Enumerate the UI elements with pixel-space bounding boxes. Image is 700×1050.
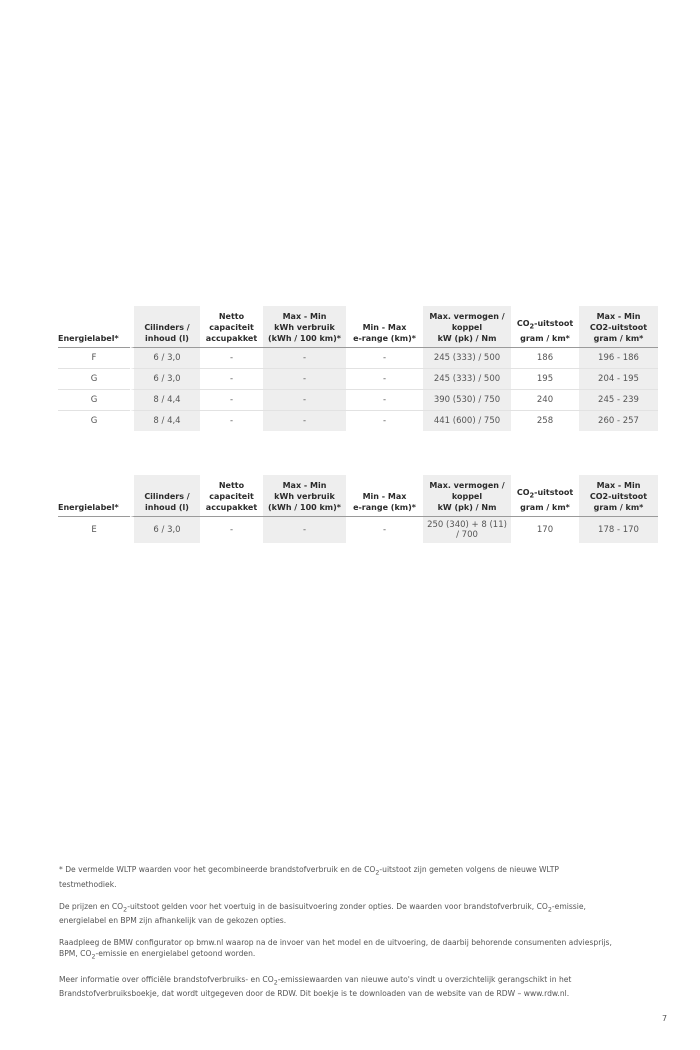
header-co2-range: Max - Min CO2-uitstoot gram / km* (579, 306, 658, 348)
footnote-prijzen: De prijzen en $CO_2$-uitstoot gelden voor het voertuig in de basisuitvoering zonder opties. De waarden voor brandstofverbruik, $CO_2$-emissie, energielabel en BPM zijn afhankelijk van de gekozen opties. (59, 901, 586, 926)
table-header-row (58, 475, 658, 517)
cell-co2-range: 245 - 239 (579, 390, 658, 411)
cell-co2: 240 (511, 390, 579, 411)
cell-verbruik: - (263, 348, 346, 369)
cell-vermogen: 390 (530) / 750 (423, 390, 511, 411)
header-energielabel: Energielabel* (58, 306, 130, 348)
cell-verbruik: - (263, 369, 346, 390)
table-row (58, 369, 658, 390)
cell-vermogen: 441 (600) / 750 (423, 411, 511, 431)
header-co2: $CO_2$-uitstoot gram / km* (511, 306, 579, 348)
header-verbruik: Max - Min kWh verbruik (kWh / 100 km)* (263, 306, 346, 348)
cell-verbruik: - (263, 411, 346, 431)
spec-table-1 (58, 306, 658, 431)
cell-co2: 195 (511, 369, 579, 390)
header-co2-range: Max - Min CO2-uitstoot gram / km* (579, 475, 658, 517)
cell-erange: - (382, 416, 387, 426)
cell-co2-range: 196 - 186 (579, 348, 658, 369)
table-row (58, 348, 658, 369)
cell-co2: 170 (536, 525, 554, 535)
header-erange: Min - Max e-range (km)* (346, 306, 423, 348)
cell-netto: - (200, 369, 263, 390)
cell-netto: - (200, 348, 263, 369)
footnote-rdw: Meer informatie over officiële brandstofverbruiks- en $CO_2$-emissiewaarden van nieuwe auto's vindt u overzichtelijk gerangschikt in het Brandstofverbruiksboekje, dat wordt uitgegeven door de RDW. Dit boekje is te downloaden van de website van de RDW – www.rdw.nl. (59, 974, 572, 999)
footnote-wltp: * De vermelde WLTP waarden voor het gecombineerde brandstofverbruik en de $CO_2$-uitstoot zijn gemeten volgens de nieuwe WLTP testmethodiek. (59, 865, 559, 889)
cell-co2-range: 260 - 257 (579, 411, 658, 431)
table-row (58, 390, 658, 411)
cell-netto: - (229, 525, 234, 535)
table-header-row (58, 306, 658, 348)
header-cilinders: Cilinders / inhoud (l) (130, 306, 200, 348)
header-energielabel: Energielabel* (58, 475, 130, 517)
cell-verbruik: - (263, 390, 346, 411)
cell-cilinders: 6 / 3,0 (130, 517, 200, 543)
header-erange: Min - Max e-range (km)* (346, 475, 423, 517)
header-vermogen: Max. vermogen / koppel kW (pk) / Nm (423, 475, 511, 517)
cell-erange: - (346, 348, 423, 369)
header-netto: Netto capaciteit accupakket (200, 306, 263, 348)
header-cilinders: Cilinders / inhoud (l) (130, 475, 200, 517)
header-co2: $CO_2$-uitstoot gram / km* (511, 475, 579, 517)
cell-netto: - (229, 416, 234, 426)
page-number: 7 (662, 1014, 668, 1023)
cell-cilinders: 6 / 3,0 (130, 369, 200, 390)
header-netto: Netto capaciteit accupakket (200, 475, 263, 517)
cell-co2: 186 (511, 348, 579, 369)
cell-cilinders: 8 / 4,4 (130, 390, 200, 411)
cell-netto: - (200, 390, 263, 411)
cell-energielabel: F (58, 348, 130, 369)
cell-erange: - (382, 525, 387, 535)
cell-erange: - (346, 390, 423, 411)
cell-co2-range: 178 - 170 (579, 517, 658, 543)
header-verbruik: Max - Min kWh verbruik (kWh / 100 km)* (263, 475, 346, 517)
cell-cilinders: 6 / 3,0 (130, 348, 200, 369)
footnotes (59, 864, 659, 1010)
table-row (58, 517, 658, 543)
cell-energielabel: G (58, 369, 130, 390)
cell-vermogen: 250 (340) + 8 (11) / 700 (423, 517, 511, 543)
cell-vermogen: 245 (333) / 500 (423, 348, 511, 369)
cell-verbruik: - (263, 517, 346, 543)
cell-co2-range: 204 - 195 (579, 369, 658, 390)
cell-cilinders: 8 / 4,4 (130, 411, 200, 431)
spec-table-2 (58, 475, 658, 543)
table-row (58, 411, 658, 431)
cell-energielabel: G (90, 416, 98, 426)
cell-energielabel: G (58, 390, 130, 411)
cell-erange: - (346, 369, 423, 390)
footnote-configurator: Raadpleeg de BMW configurator op bmw.nl waarop na de invoer van het model en de uitvoering, de daarbij behorende consumenten adviesprijs, BPM, $CO_2$-emissie en energielabel getoond worden. (59, 938, 612, 961)
cell-vermogen: 245 (333) / 500 (423, 369, 511, 390)
cell-co2: 258 (536, 416, 554, 426)
header-vermogen: Max. vermogen / koppel kW (pk) / Nm (423, 306, 511, 348)
cell-energielabel: E (91, 525, 97, 535)
